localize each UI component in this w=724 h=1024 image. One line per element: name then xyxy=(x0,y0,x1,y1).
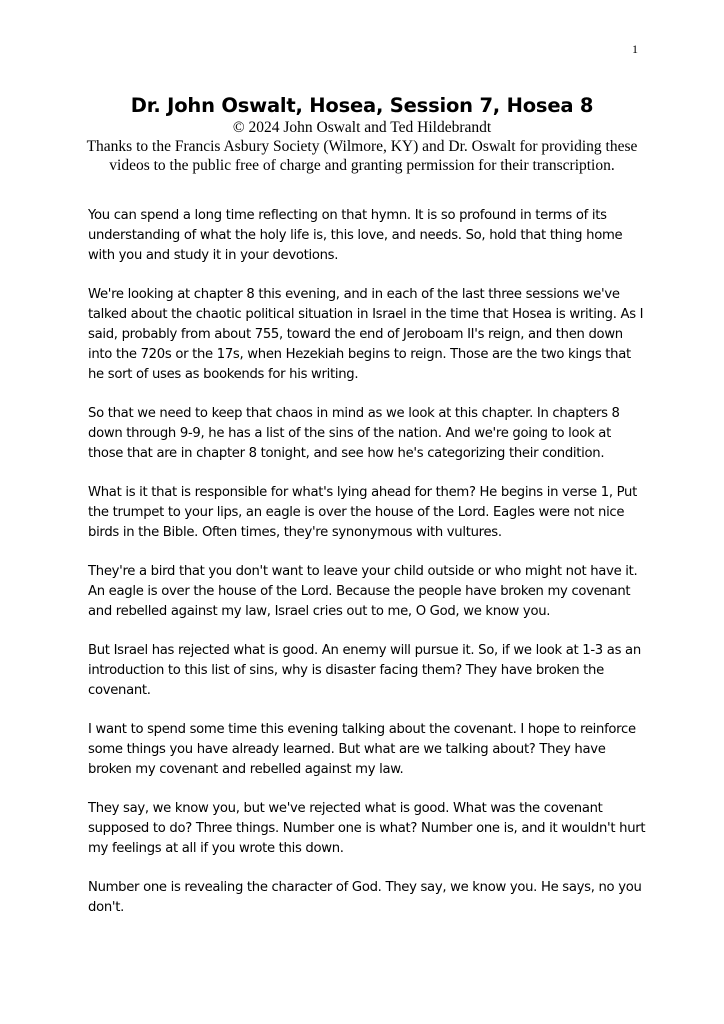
paragraph: Number one is revealing the character of God. They say, we know you. He says, no you don't. xyxy=(88,880,642,915)
paragraph: But Israel has rejected what is good. An enemy will pursue it. So, if we look at 1-3 as an introduction to this list of sins, why is disaster facing them? They have broken the covenant. xyxy=(88,643,641,698)
paragraph: They're a bird that you don't want to leave your child outside or who might not have it. An eagle is over the house of the Lord. Because the people have broken my covenant and rebelled against my law, Israel cries out to me, O God, we know you. xyxy=(88,564,638,619)
page-number: 1 xyxy=(632,42,638,56)
copyright-line: © 2024 John Oswalt and Ted Hildebrandt xyxy=(232,119,492,136)
paragraph: We're looking at chapter 8 this evening, and in each of the last three sessions we've talked about the chaotic political situation in Israel in the time that Hosea is writing. As I said, probably from about 755, toward the end of Jeroboam II's reign, and then down into the 720s or the 17s, when Hezekiah begins to reign. Those are the two kings that he sort of uses as bookends for his writing. xyxy=(88,287,644,382)
transcript-body xyxy=(88,206,648,937)
paragraph: What is it that is responsible for what's lying ahead for them? He begins in verse 1, Put the trumpet to your lips, an eagle is over the house of the Lord. Eagles were not nice birds in the Bible. Often times, they're synonymous with vultures. xyxy=(88,485,637,540)
paragraph: They say, we know you, but we've rejected what is good. What was the covenant supposed to do? Three things. Number one is what? Number one is, and it wouldn't hurt my feelings at all if you wrote this down. xyxy=(88,801,646,856)
document-header xyxy=(80,94,644,175)
acknowledgement: Thanks to the Francis Asbury Society (Wilmore, KY) and Dr. Oswalt for providing these videos to the public free of charge and granting permission for their transcription. xyxy=(86,138,638,174)
paragraph: You can spend a long time reflecting on that hymn. It is so profound in terms of its understanding of what the holy life is, this love, and needs. So, hold that thing home with you and study it in your devotions. xyxy=(88,208,623,263)
paragraph: I want to spend some time this evening talking about the covenant. I hope to reinforce some things you have already learned. But what are we talking about? They have broken my covenant and rebelled against my law. xyxy=(88,722,636,777)
document-title: Dr. John Oswalt, Hosea, Session 7, Hosea 8 xyxy=(130,94,594,117)
paragraph: So that we need to keep that chaos in mind as we look at this chapter. In chapters 8 down through 9-9, he has a list of the sins of the nation. And we're going to look at those that are in chapter 8 tonight, and see how he's categorizing their condition. xyxy=(88,406,620,461)
